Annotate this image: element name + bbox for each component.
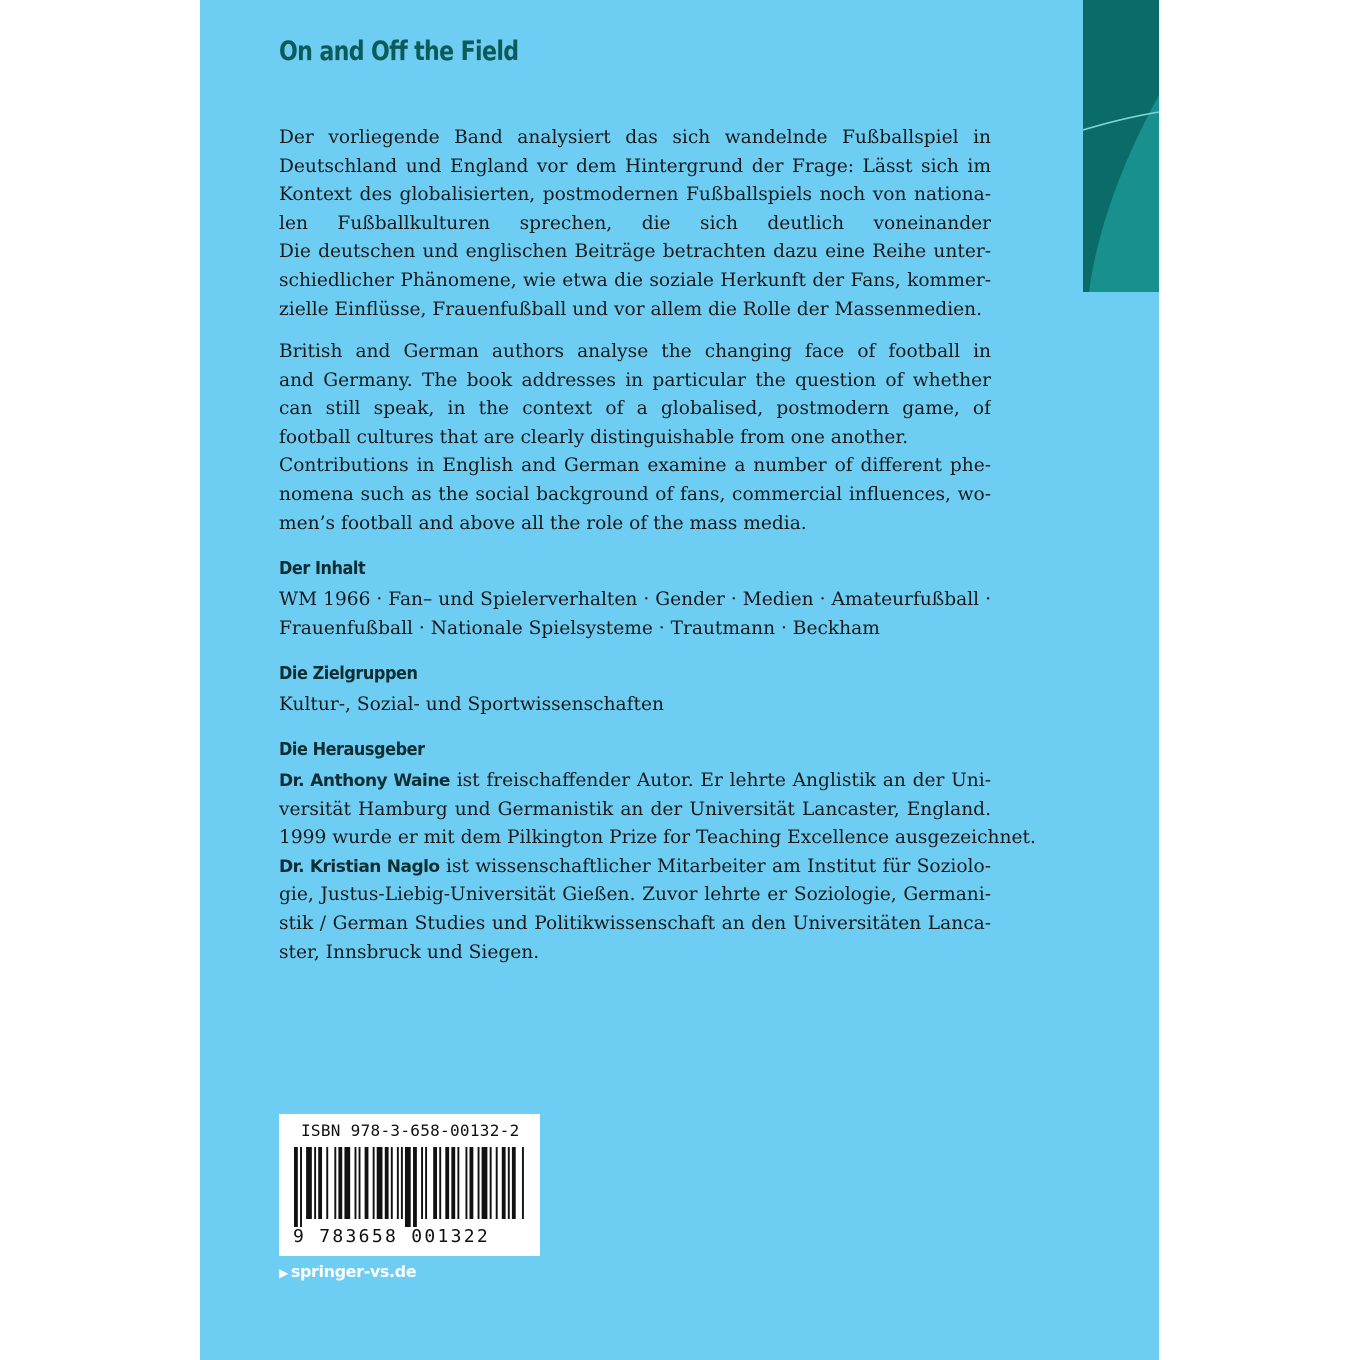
text-line: British and German authors analyse the changing face of football in [279, 341, 991, 362]
english-description [279, 338, 991, 538]
barcode-bar [401, 1147, 403, 1219]
text-line: 1999 wurde er mit dem Pilkington Prize for Teaching Excellence ausgezeichnet. [279, 827, 1036, 849]
text-line: gie, Justus-Liebig-Universität Gießen. Zuvor lehrte er Soziologie, Germani- [279, 884, 991, 906]
herausgeber-heading: Die Herausgeber [279, 740, 425, 760]
barcode-bar [512, 1147, 516, 1219]
barcode-bar [314, 1147, 316, 1219]
german-description [279, 124, 991, 324]
barcode-bar [502, 1147, 506, 1219]
barcode-bar [496, 1147, 498, 1219]
barcode-bar [318, 1147, 322, 1219]
barcode-bar [425, 1147, 427, 1219]
back-cover [200, 0, 1159, 1360]
zielgruppen-text [279, 691, 991, 720]
barcode-bar [508, 1147, 510, 1219]
barcode-bar [522, 1147, 524, 1219]
barcode-bar [306, 1147, 312, 1219]
barcode-bar [338, 1147, 342, 1219]
barcode-bar [385, 1147, 389, 1219]
inhalt-heading: Der Inhalt [279, 559, 366, 579]
barcode-bar [421, 1147, 423, 1219]
text-line: men’s football and above all the role of the mass media. [279, 512, 807, 534]
barcode-bar [478, 1147, 480, 1219]
text-line: Die deutschen und englischen Beiträge betrachten dazu eine Reihe unter- [279, 241, 991, 263]
text-line: and Germany. The book addresses in particular the question of whether [279, 369, 991, 391]
barcode-bar [457, 1147, 459, 1219]
text-line: schiedlicher Phänomene, wie etwa die soziale Herkunft der Fans, kommer- [279, 269, 991, 291]
text-line: Kontext des globalisierten, postmodernen Fußballspiels noch von nationa- [279, 184, 991, 206]
text-line: football cultures that are clearly distinguishable from one another. [279, 426, 909, 448]
barcode-bar [490, 1147, 492, 1219]
barcode-bar [365, 1147, 369, 1219]
barcode-bar [344, 1147, 350, 1219]
corner-graphic [1083, 0, 1159, 292]
text-line: nomena such as the social background of fans, commercial influences, wo- [279, 483, 991, 505]
barcode-bar [326, 1147, 328, 1219]
barcode-bar [439, 1147, 441, 1219]
barcode-bar [300, 1147, 302, 1227]
barcode-bar [405, 1147, 411, 1227]
text-line: can still speak, in the context of a globalised, postmodern game, of [279, 398, 991, 420]
barcode-bar [377, 1147, 383, 1219]
barcode-bar [482, 1147, 488, 1219]
barcode-bar [433, 1147, 437, 1219]
barcode-bars [294, 1147, 526, 1227]
text-line: Dr. Kristian Naglo ist wissenschaftlicher Mitarbeiter am Institut für Soziolo- [279, 855, 991, 877]
barcode-bar [355, 1147, 357, 1219]
text-line: Frauenfußball · Nationale Spielsysteme · Trautmann · Beckham [279, 617, 880, 639]
text-line: Contributions in English and German examine a number of different phe- [279, 455, 991, 477]
barcode-bar [465, 1147, 467, 1219]
editor-name: Dr. Kristian Naglo [279, 856, 440, 877]
herausgeber-text [279, 767, 1036, 967]
text-line: len Fußballkulturen sprechen, die sich deutlich voneinander [279, 212, 991, 234]
book-title: On and Off the Field [279, 36, 519, 67]
text-line: stik / German Studies und Politikwissenschaft an den Universitäten Lanca- [279, 912, 991, 934]
text-line: Dr. Anthony Waine ist freischaffender Autor. Er lehrte Anglistik an der Uni- [279, 770, 991, 791]
text-line: WM 1966 · Fan– und Spielerverhalten · Gender · Medien · Amateurfußball · [279, 589, 991, 610]
barcode-bar [445, 1147, 449, 1219]
zielgruppen-heading: Die Zielgruppen [279, 664, 418, 684]
publisher-website[interactable]: ▶ springer-vs.de [279, 1262, 417, 1281]
play-arrow-icon: ▶ [279, 1266, 288, 1280]
barcode-bar [470, 1147, 474, 1219]
text-line: zielle Einflüsse, Frauenfußball und vor allem die Rolle der Massenmedien. [279, 298, 983, 320]
barcode-bar [397, 1147, 399, 1219]
inhalt-list [279, 586, 991, 643]
text-line: Kultur-, Sozial- und Sportwissenschaften [279, 694, 664, 715]
text-line: Deutschland und England vor dem Hintergrund der Frage: Lässt sich im [279, 155, 991, 177]
text-line: ster, Innsbruck und Siegen. [279, 941, 540, 963]
barcode-bar [373, 1147, 375, 1219]
editor-name: Dr. Anthony Waine [279, 771, 450, 791]
text-line: versität Hamburg und Germanistik an der Universität Lancaster, England. [279, 798, 991, 820]
isbn-label: ISBN 978-3-658-00132-2 [301, 1121, 520, 1140]
barcode-digits: 9 783658 001322 [293, 1226, 491, 1247]
barcode-bar [451, 1147, 455, 1219]
text-line: Der vorliegende Band analysiert das sich wandelnde Fußballspiel in [279, 127, 991, 148]
barcode-bar [391, 1147, 393, 1219]
barcode-bar [334, 1147, 336, 1219]
barcode-bar [359, 1147, 361, 1219]
barcode-bar [294, 1147, 298, 1227]
isbn-barcode [279, 1114, 540, 1256]
barcode-bar [413, 1147, 417, 1227]
